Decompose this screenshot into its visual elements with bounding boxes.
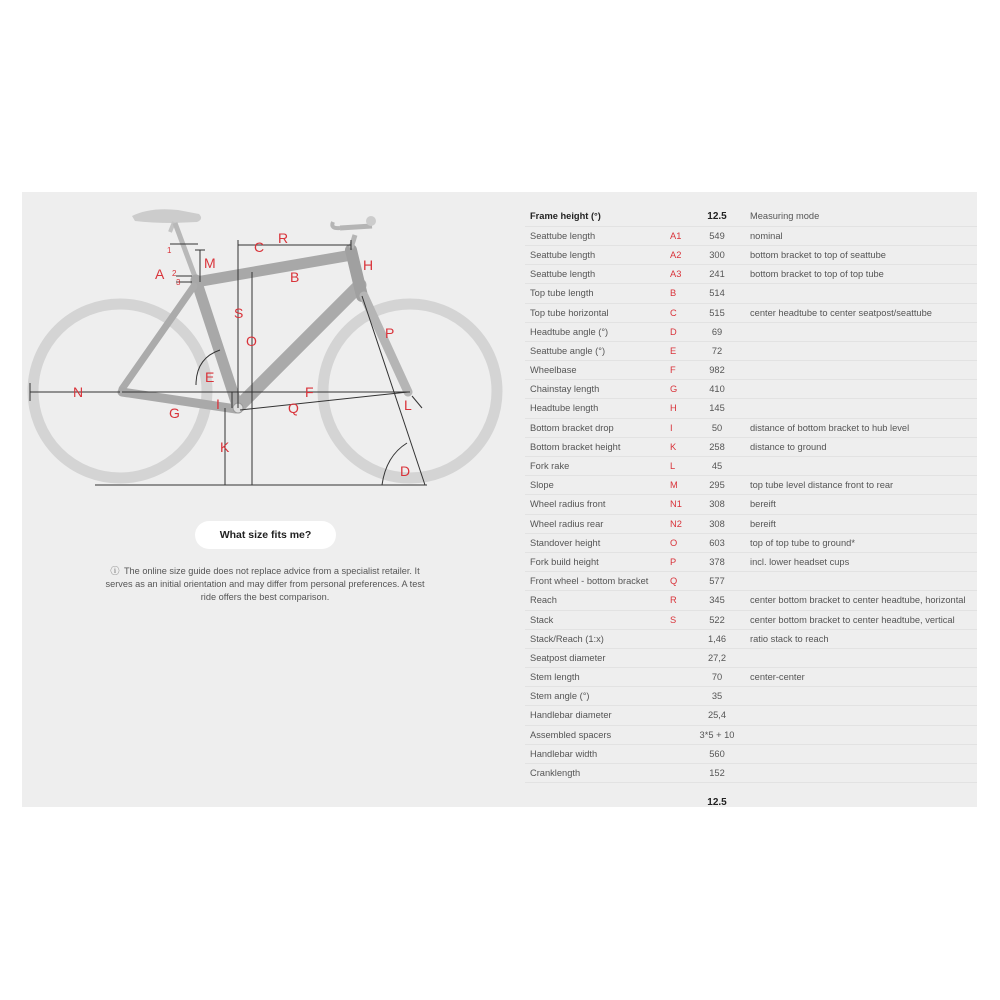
label-l: L [404, 397, 412, 413]
row-name: Stack/Reach (1:x) [530, 633, 604, 644]
row-name: Top tube length [530, 288, 594, 299]
header-measuring-mode: Measuring mode [750, 211, 820, 221]
label-c: C [254, 239, 265, 255]
table-row [525, 457, 977, 476]
row-value: 152 [709, 768, 725, 779]
row-value: 522 [709, 614, 725, 625]
table-row [525, 515, 977, 534]
label-a2: 2 [172, 269, 177, 278]
row-code: R [670, 595, 677, 606]
row-note: ratio stack to reach [750, 633, 829, 644]
row-value: 70 [711, 672, 723, 683]
row-code: B [670, 288, 677, 299]
row-value: 982 [709, 365, 725, 376]
table-row [525, 572, 977, 591]
row-value: 50 [711, 422, 723, 433]
row-note: bottom bracket to top of seattube [750, 249, 886, 260]
geometry-table [525, 207, 977, 783]
row-name: Cranklength [530, 768, 581, 779]
table-row [525, 227, 977, 246]
row-name: Slope [530, 480, 554, 491]
row-value: 241 [709, 269, 725, 280]
table-row [525, 534, 977, 553]
row-code: M [670, 480, 678, 491]
row-code: N1 [670, 499, 682, 510]
label-e: E [205, 369, 215, 385]
row-code: I [670, 422, 673, 433]
table-row [525, 553, 977, 572]
label-q: Q [288, 400, 299, 416]
label-o: O [246, 333, 257, 349]
row-value: 308 [709, 518, 725, 529]
row-note: bottom bracket to top of top tube [750, 269, 884, 280]
table-row [525, 284, 977, 303]
row-name: Top tube horizontal [530, 307, 609, 318]
row-name: Wheelbase [530, 365, 577, 376]
row-name: Seatpost diameter [530, 652, 606, 663]
table-header-row [525, 207, 977, 227]
table-row [525, 342, 977, 361]
row-value: 295 [709, 480, 725, 491]
label-k: K [220, 439, 230, 455]
row-note: center-center [750, 672, 805, 683]
table-row [525, 495, 977, 514]
row-note: bereift [750, 518, 776, 529]
disclaimer-text: The online size guide does not replace advice from a specialist retailer. It serves as an initial orientation and may differ from personal preferences. A test ride offers the best comparison. [105, 566, 425, 602]
row-code: O [670, 537, 678, 548]
label-b: B [290, 269, 300, 285]
what-size-fits-me-button[interactable]: What size fits me? [195, 521, 336, 549]
row-name: Handlebar diameter [530, 710, 612, 721]
row-value: 27,2 [707, 652, 727, 663]
row-value: 35 [711, 691, 723, 702]
row-code: F [670, 365, 676, 376]
label-f: F [305, 384, 314, 400]
table-row [525, 380, 977, 399]
handlebar [332, 216, 376, 248]
row-note: nominal [750, 230, 783, 241]
table-row [525, 591, 977, 610]
row-name: Fork build height [530, 556, 599, 567]
row-value: 72 [711, 345, 723, 356]
row-name: Seattube length [530, 269, 596, 280]
row-value: 560 [709, 748, 725, 759]
row-code: K [670, 441, 677, 452]
fork-rake-line-l [412, 396, 422, 408]
table-row [525, 419, 977, 438]
row-note: incl. lower headset cups [750, 556, 850, 567]
table-row [525, 246, 977, 265]
label-s: S [234, 305, 244, 321]
frame [122, 250, 408, 409]
seatpost [175, 223, 197, 282]
row-name: Wheel radius front [530, 499, 606, 510]
row-name: Stack [530, 614, 554, 625]
row-code: S [670, 614, 677, 625]
row-value: 577 [709, 576, 725, 587]
row-name: Stem angle (°) [530, 691, 590, 702]
row-value: 45 [711, 461, 723, 472]
label-d-head: D [384, 391, 385, 392]
row-value: 378 [709, 556, 725, 567]
row-code: N2 [670, 518, 682, 529]
table-row [525, 361, 977, 380]
row-name: Reach [530, 595, 557, 606]
row-name: Bottom bracket drop [530, 422, 614, 433]
row-code: A3 [670, 269, 682, 280]
row-name: Seattube angle (°) [530, 345, 606, 356]
label-n: N [73, 384, 84, 400]
table-row [525, 687, 977, 706]
table-row [525, 630, 977, 649]
row-name: Seattube length [530, 249, 596, 260]
row-value: 515 [709, 307, 725, 318]
row-code: A2 [670, 249, 682, 260]
row-name: Assembled spacers [530, 729, 612, 740]
label-a3: 3 [176, 278, 181, 287]
table-row [525, 438, 977, 457]
table-row [525, 726, 977, 745]
saddle [132, 209, 201, 232]
row-code: Q [670, 576, 678, 587]
row-code: A1 [670, 230, 682, 241]
row-code: D [670, 326, 677, 337]
label-r: R [278, 230, 289, 246]
row-name: Headtube angle (°) [530, 326, 609, 337]
row-name: Wheel radius rear [530, 518, 604, 529]
row-code: G [670, 384, 678, 395]
row-note: center bottom bracket to center headtube, horizontal [750, 595, 966, 606]
table-row [525, 399, 977, 418]
row-name: Stem length [530, 672, 580, 683]
row-value: 308 [709, 499, 725, 510]
row-note: top of top tube to ground* [750, 537, 855, 548]
row-code: L [670, 461, 676, 472]
table-row [525, 764, 977, 783]
row-value: 300 [709, 249, 725, 260]
row-value: 69 [711, 326, 723, 337]
table-row [525, 265, 977, 284]
table-row [525, 706, 977, 725]
row-value: 258 [709, 441, 725, 452]
table-row [525, 323, 977, 342]
row-value: 1,46 [707, 633, 727, 644]
info-icon: ⓘ [110, 566, 120, 576]
row-name: Seattube length [530, 230, 596, 241]
table-body [525, 227, 977, 783]
top-tube [196, 255, 352, 282]
row-name: Bottom bracket height [530, 441, 621, 452]
row-value: 514 [709, 288, 725, 299]
row-note: bereift [750, 499, 776, 510]
row-name: Headtube length [530, 403, 599, 414]
label-m: M [204, 255, 216, 271]
row-code: C [670, 307, 677, 318]
table-row [525, 745, 977, 764]
row-name: Handlebar width [530, 748, 598, 759]
row-value: 549 [709, 230, 725, 241]
row-code: P [670, 556, 677, 567]
table-footer-frame-size: 12.5 [707, 797, 727, 808]
row-note: top tube level distance front to rear [750, 480, 894, 491]
row-value: 25,4 [707, 710, 727, 721]
label-i: I [216, 396, 220, 412]
row-code: E [670, 345, 677, 356]
label-a: A [155, 266, 165, 282]
header-frame-size: 12.5 [707, 211, 727, 222]
size-guide-disclaimer [100, 565, 430, 604]
row-value: 345 [709, 595, 725, 606]
row-value: 3*5 + 10 [699, 729, 735, 740]
row-value: 145 [709, 403, 725, 414]
row-value: 603 [709, 537, 725, 548]
row-note: distance of bottom bracket to hub level [750, 422, 910, 433]
row-name: Chainstay length [530, 384, 600, 395]
table-row [525, 476, 977, 495]
table-row [525, 668, 977, 687]
label-p: P [385, 325, 395, 341]
row-name: Front wheel - bottom bracket [530, 576, 649, 587]
table-row [525, 304, 977, 323]
table-row [525, 649, 977, 668]
label-g: G [169, 405, 180, 421]
row-value: 410 [709, 384, 725, 395]
row-code: H [670, 403, 677, 414]
label-a1: 1 [167, 246, 172, 255]
row-name: Standover height [530, 537, 601, 548]
label-d-fork: D [400, 463, 411, 479]
row-note: center bottom bracket to center headtube, vertical [750, 614, 955, 625]
label-h: H [363, 257, 374, 273]
table-row [525, 611, 977, 630]
row-name: Fork rake [530, 461, 570, 472]
row-note: distance to ground [750, 441, 827, 452]
row-note: center headtube to center seatpost/seattube [750, 307, 932, 318]
header-frame-height: Frame height (°) [530, 211, 601, 221]
